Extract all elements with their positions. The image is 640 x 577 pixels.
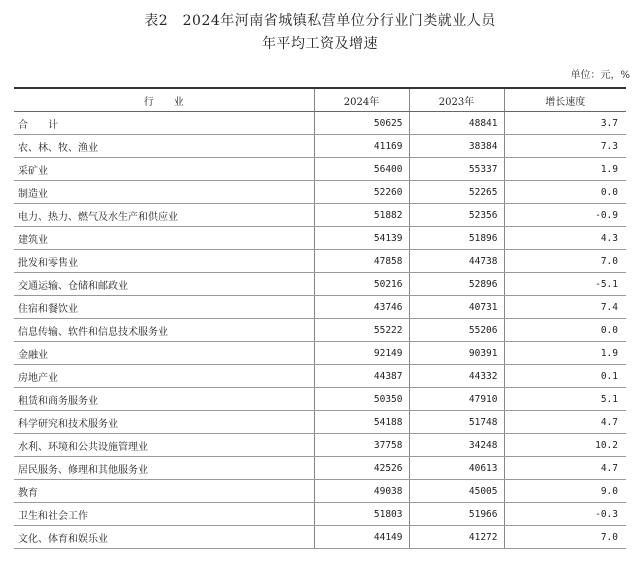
growth-cell: -0.9 bbox=[504, 204, 626, 227]
industry-cell: 住宿和餐饮业 bbox=[14, 296, 314, 319]
wage-2023-cell: 55337 bbox=[409, 158, 504, 181]
industry-cell: 房地产业 bbox=[14, 365, 314, 388]
table-row bbox=[14, 526, 626, 549]
table-row bbox=[14, 273, 626, 296]
wage-2023-cell: 55206 bbox=[409, 319, 504, 342]
header-row bbox=[14, 88, 626, 112]
wage-2023-cell: 52896 bbox=[409, 273, 504, 296]
wage-2024-cell: 50350 bbox=[314, 388, 409, 411]
industry-cell: 批发和零售业 bbox=[14, 250, 314, 273]
wage-2024-cell: 51803 bbox=[314, 503, 409, 526]
industry-cell: 电力、热力、燃气及水生产和供应业 bbox=[14, 204, 314, 227]
table-row bbox=[14, 388, 626, 411]
unit-label: 单位：元，% bbox=[570, 70, 630, 81]
wage-2023-cell: 34248 bbox=[409, 434, 504, 457]
growth-cell: -5.1 bbox=[504, 273, 626, 296]
industry-cell: 合 计 bbox=[14, 112, 314, 135]
table-row bbox=[14, 204, 626, 227]
table-row bbox=[14, 480, 626, 503]
wage-2024-cell: 92149 bbox=[314, 342, 409, 365]
industry-cell: 信息传输、软件和信息技术服务业 bbox=[14, 319, 314, 342]
wage-2024-cell: 54188 bbox=[314, 411, 409, 434]
wage-2024-cell: 52260 bbox=[314, 181, 409, 204]
header-growth: 增长速度 bbox=[504, 88, 626, 112]
growth-cell: -0.3 bbox=[504, 503, 626, 526]
wage-2024-cell: 50216 bbox=[314, 273, 409, 296]
table-row bbox=[14, 250, 626, 273]
wage-2024-cell: 44387 bbox=[314, 365, 409, 388]
wage-2024-cell: 42526 bbox=[314, 457, 409, 480]
wage-2023-cell: 47910 bbox=[409, 388, 504, 411]
wage-2023-cell: 44332 bbox=[409, 365, 504, 388]
industry-cell: 文化、体育和娱乐业 bbox=[14, 526, 314, 549]
wage-2023-cell: 38384 bbox=[409, 135, 504, 158]
table-row bbox=[14, 158, 626, 181]
wage-2023-cell: 52265 bbox=[409, 181, 504, 204]
wage-2023-cell: 40731 bbox=[409, 296, 504, 319]
header-industry: 行 业 bbox=[14, 88, 314, 112]
wage-2024-cell: 54139 bbox=[314, 227, 409, 250]
wage-2024-cell: 37758 bbox=[314, 434, 409, 457]
table-row bbox=[14, 457, 626, 480]
wage-2023-cell: 41272 bbox=[409, 526, 504, 549]
table-row bbox=[14, 135, 626, 158]
industry-cell: 租赁和商务服务业 bbox=[14, 388, 314, 411]
table-title: 表2 2024年河南省城镇私营单位分行业门类就业人员 bbox=[144, 13, 496, 29]
wage-2024-cell: 56400 bbox=[314, 158, 409, 181]
growth-cell: 4.3 bbox=[504, 227, 626, 250]
wage-2023-cell: 45005 bbox=[409, 480, 504, 503]
wage-2024-cell: 47858 bbox=[314, 250, 409, 273]
wage-2024-cell: 49038 bbox=[314, 480, 409, 503]
growth-cell: 5.1 bbox=[504, 388, 626, 411]
table-row bbox=[14, 411, 626, 434]
wage-2023-cell: 51896 bbox=[409, 227, 504, 250]
growth-cell: 7.0 bbox=[504, 250, 626, 273]
industry-cell: 制造业 bbox=[14, 181, 314, 204]
wage-table bbox=[14, 87, 626, 549]
wage-2024-cell: 41169 bbox=[314, 135, 409, 158]
growth-cell: 10.2 bbox=[504, 434, 626, 457]
header-2023: 2023年 bbox=[409, 88, 504, 112]
wage-2024-cell: 50625 bbox=[314, 112, 409, 135]
industry-cell: 交通运输、仓储和邮政业 bbox=[14, 273, 314, 296]
growth-cell: 0.0 bbox=[504, 319, 626, 342]
table-row bbox=[14, 181, 626, 204]
table-row bbox=[14, 319, 626, 342]
table-row bbox=[14, 227, 626, 250]
industry-cell: 采矿业 bbox=[14, 158, 314, 181]
wage-2023-cell: 44738 bbox=[409, 250, 504, 273]
growth-cell: 9.0 bbox=[504, 480, 626, 503]
growth-cell: 7.0 bbox=[504, 526, 626, 549]
header-2024: 2024年 bbox=[314, 88, 409, 112]
industry-cell: 农、林、牧、渔业 bbox=[14, 135, 314, 158]
growth-cell: 0.0 bbox=[504, 181, 626, 204]
wage-2024-cell: 55222 bbox=[314, 319, 409, 342]
industry-cell: 建筑业 bbox=[14, 227, 314, 250]
growth-cell: 7.4 bbox=[504, 296, 626, 319]
wage-2023-cell: 90391 bbox=[409, 342, 504, 365]
wage-2024-cell: 43746 bbox=[314, 296, 409, 319]
wage-2023-cell: 51748 bbox=[409, 411, 504, 434]
industry-cell: 水利、环境和公共设施管理业 bbox=[14, 434, 314, 457]
table-row bbox=[14, 342, 626, 365]
industry-cell: 金融业 bbox=[14, 342, 314, 365]
growth-cell: 1.9 bbox=[504, 158, 626, 181]
table-row bbox=[14, 296, 626, 319]
industry-cell: 卫生和社会工作 bbox=[14, 503, 314, 526]
wage-2023-cell: 52356 bbox=[409, 204, 504, 227]
wage-2023-cell: 51966 bbox=[409, 503, 504, 526]
growth-cell: 3.7 bbox=[504, 112, 626, 135]
industry-cell: 教育 bbox=[14, 480, 314, 503]
table-row bbox=[14, 112, 626, 135]
wage-2023-cell: 48841 bbox=[409, 112, 504, 135]
growth-cell: 4.7 bbox=[504, 457, 626, 480]
wage-2023-cell: 40613 bbox=[409, 457, 504, 480]
growth-cell: 0.1 bbox=[504, 365, 626, 388]
industry-cell: 科学研究和技术服务业 bbox=[14, 411, 314, 434]
growth-cell: 1.9 bbox=[504, 342, 626, 365]
table-row bbox=[14, 503, 626, 526]
table-row bbox=[14, 434, 626, 457]
industry-cell: 居民服务、修理和其他服务业 bbox=[14, 457, 314, 480]
table-subtitle: 年平均工资及增速 bbox=[262, 36, 378, 52]
wage-2024-cell: 51882 bbox=[314, 204, 409, 227]
table-row bbox=[14, 365, 626, 388]
growth-cell: 4.7 bbox=[504, 411, 626, 434]
growth-cell: 7.3 bbox=[504, 135, 626, 158]
wage-2024-cell: 44149 bbox=[314, 526, 409, 549]
